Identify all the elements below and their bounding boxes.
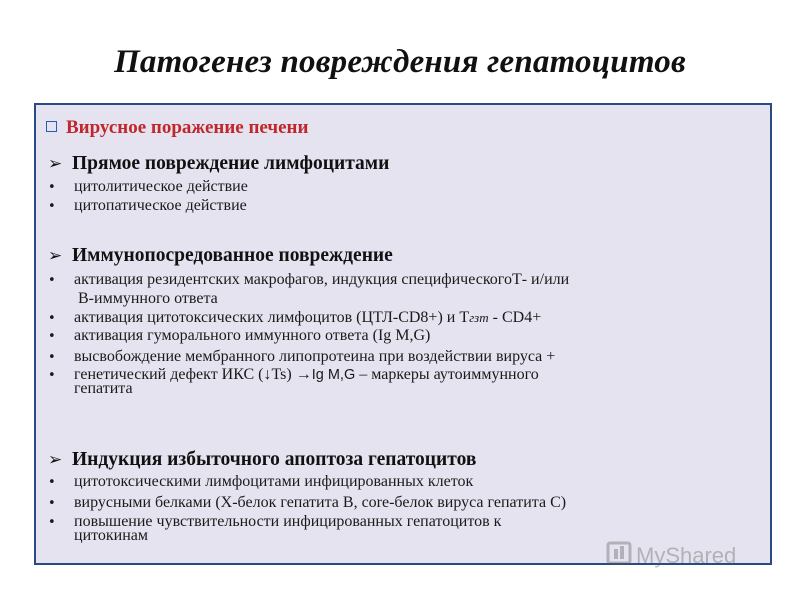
section-heading-immune-damage: ➢ Иммунопосредованное повреждение [48,245,393,266]
arrow-right-icon: ➢ [48,450,63,470]
section-heading-apoptosis: ➢ Индукция избыточного апоптоза гепатоцитов [48,449,477,470]
arrow-right-icon: ➢ [48,246,63,266]
svg-text:MyShared: MyShared [636,543,737,568]
section-heading-direct-damage: ➢ Прямое повреждение лимфоцитами [48,153,390,174]
list-item-continuation: цитокинам [74,527,149,544]
list-item: • повышение чувствительности инфицированных гепатоцитов к [48,513,502,530]
list-item: • активация резидентских макрофагов, индукция специфическогоТ- и/или [48,271,570,288]
bullet-dot-icon: • [48,180,56,195]
list-item: • цитолитическое действие [48,178,248,195]
main-heading-text: Вирусное поражение печени [66,117,309,138]
list-item: • высвобождение мембранного липопротеина при воздействии вируса + [48,348,556,365]
bullet-dot-icon: • [48,368,56,383]
bullet-dot-icon: • [48,350,56,365]
list-item: • цитопатическое действие [48,197,247,214]
bullet-dot-icon: • [48,475,56,490]
list-item-continuation: В-иммунного ответа [78,290,218,307]
list-item: • цитотоксическими лимфоцитами инфицированных клеток [48,473,474,490]
list-item: • генетический дефект ИКС (↓Ts) →Ig M,G – маркеры аутоиммунного [48,366,539,383]
bullet-dot-icon: • [48,311,56,326]
content-panel [34,103,772,565]
bullet-dot-icon: • [48,199,56,214]
list-item: • активация цитотоксических лимфоцитов (ЦТЛ-CD8+) и Тгзт - CD4+ [48,309,542,326]
bullet-dot-icon: • [48,329,56,344]
arrow-right-icon: ➢ [48,154,63,174]
bullet-dot-icon: • [48,496,56,511]
slide-title: Патогенез повреждения гепатоцитов [114,44,686,80]
checkbox-square-icon [46,121,57,132]
bullet-dot-icon: • [48,273,56,288]
list-item: • активация гуморального иммунного ответа (Ig M,G) [48,327,431,344]
bullet-dot-icon: • [48,515,56,530]
watermark-logo [606,537,766,571]
list-item: • вирусными белками (Х-белок гепатита В, core-белок вируса гепатита С) [48,494,567,511]
main-heading [46,117,308,139]
list-item-continuation: гепатита [74,380,133,397]
